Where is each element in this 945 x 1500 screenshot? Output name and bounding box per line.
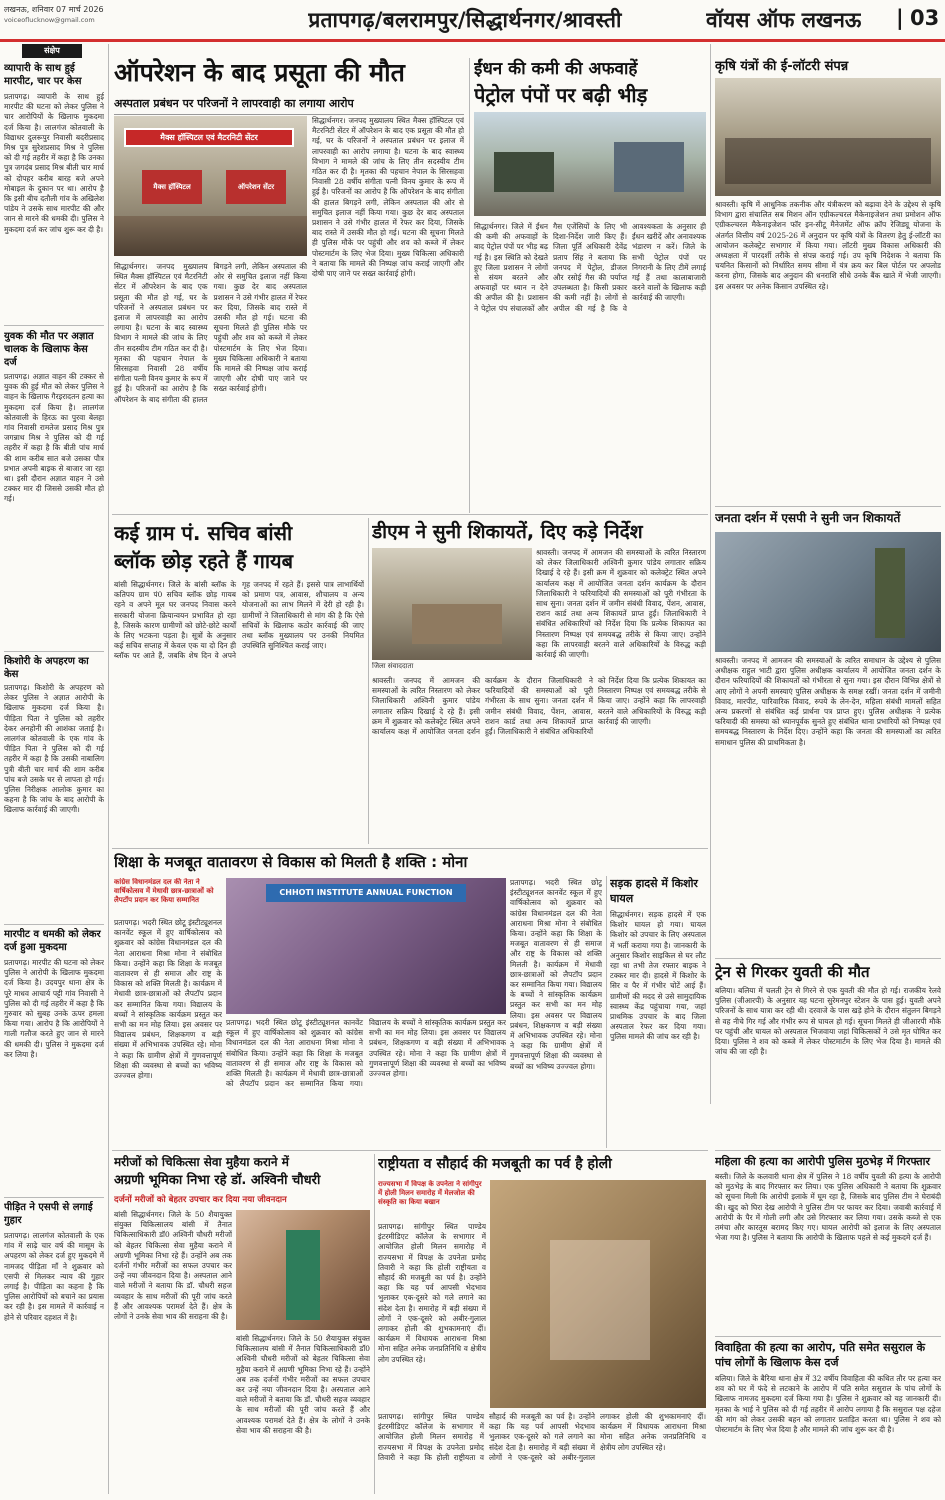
lead-body-a: सिद्धार्थनगर। जनपद मुख्यालय स्थित मैक्स हॉस्पिटल एवं मैटरनिटी सेंटर में ऑपरेशन के बाद एक प्रसूता की मौत हो गई, घर के परिजनों ने अस्पताल प्रबंधन पर इलाज में लापरवाही का आरोप लगाया है। घटना के बाद स्वास्थ्य विभाग ने मामले की जांच के लिए तीन सदस्यीय टीम गठित कर दी है। मृतका की पहचान नेपाल के सिरसहवा निवासी 28 वर्षीय संगीता पत्नी विनय कुमार के रूप में हुई है। परिजनों का आरोप है कि ऑपरेशन के बाद संगीता की हालत बिगड़ने लगी, लेकिन अस्पताल की ओर से समुचित इलाज नहीं किया गया। कुछ देर बाद अस्पताल प्रशासन ने उसे गंभीर हालत में रेफर कर दिया, जिसके बाद रास्ते में उसकी मौत हो गई। घटना की सूचना मिलते ही पुलिस मौके पर पहुंची और शव को कब्जे में लेकर पोस्टमार्टम के लिए भेज दिया। मुख्य चिकित्सा अधिकारी ने बताया कि मामले की निष्पक्ष जांच कराई जाएगी और दोषी पाए जाने पर सख्त कार्रवाई होगी। xyxy=(114,262,307,404)
annual-function-photo xyxy=(226,878,506,1014)
divider xyxy=(4,325,104,326)
officer-figure xyxy=(875,548,905,638)
dm-photo-caption: जिला संवाददाता xyxy=(372,662,414,670)
function-banner: CHHOTI INSTITUTE ANNUAL FUNCTION xyxy=(266,884,466,902)
section-title: प्रतापगढ़/बलरामपुर/सिद्धार्थनगर/श्रावस्ती xyxy=(308,8,622,32)
divider xyxy=(715,506,941,507)
accident-headline: सड़क हादसे में किशोर घायल xyxy=(610,877,698,905)
page-number: 03 xyxy=(910,6,940,30)
mona-kicker: कांग्रेस विधानमंडल दल की नेता ने वार्षिकोत्सव में मेधावी छात्र-छात्राओं को लैपटॉप प्रदान कर किया सम्मानित xyxy=(114,878,214,904)
dm-body-b: श्रावस्ती। जनपद में आमजन की समस्याओं के त्वरित निस्तारण को लेकर जिलाधिकारी अश्विनी कुमार पांडेय लगातार सक्रिय दिखाई दे रहे हैं। इसी क्रम में शुक्रवार को कलेक्ट्रेट स्थित अपने कार्यालय कक्ष में आयोजित जनता दर्शन कार्यक्रम के दौरान जिलाधिकारी ने फरियादियों की समस्याओं को पूरी गंभीरता के साथ सुना। जनता दर्शन में जमीन संबंधी विवाद, पेंशन, आवास, राशन कार्ड तथा अन्य शिकायतें प्राप्त हुईं। जिलाधिकारी ने संबंधित अधिकारियों को निर्देश दिया कि प्रत्येक शिकायत का निस्तारण निष्पक्ष एवं समयबद्ध तरीके से किया जाए। उन्होंने कहा कि लापरवाही बरतने वाले अधिकारियों के विरुद्ध कड़ी कार्रवाई की जाएगी। xyxy=(372,676,706,737)
petrol-pump-photo xyxy=(474,112,706,216)
sachiv-headline-2: ब्लॉक छोड़ रहते हैं गायब xyxy=(114,549,294,573)
website: voiceoflucknow@gmail.com xyxy=(4,16,95,24)
divider xyxy=(715,1150,941,1151)
brief-headline-5: पीड़ित ने एसपी से लगाई गुहार xyxy=(4,1202,93,1226)
divider xyxy=(715,1336,941,1337)
mona-body-c: प्रतापगढ़। भदरी स्थित छोटू इंस्टीट्यूशनल कानवेंट स्कूल में हुए वार्षिकोत्सव को शुक्रवार को कांग्रेस विधानमंडल दल की नेता आराधना मिश्रा मोना ने संबोधित किया। उन्होंने कहा कि शिक्षा के मजबूत वातावरण से ही समाज और राष्ट्र के विकास को शक्ति मिलती है। कार्यक्रम में मेधावी छात्र-छात्राओं को लैपटॉप प्रदान कर सम्मानित किया गया। विद्यालय के बच्चों ने सांस्कृतिक कार्यक्रम प्रस्तुत कर सभी का मन मोह लिया। इस अवसर पर विद्यालय प्रबंधन, शिक्षकगण व बड़ी संख्या में अभिभावक उपस्थित रहे। मोना ने कहा कि ग्रामीण क्षेत्रों में गुणवत्तापूर्ण शिक्षा की व्यवस्था से बच्चों का भविष्य उज्ज्वल होगा। xyxy=(510,878,602,1071)
doctor-body-a: बांसी सिद्धार्थनगर। जिले के 50 शैयायुक्त संयुक्त चिकित्सालय बांसी में तैनात चिकित्साधिकारी डॉ0 अश्विनी चौधरी मरीजों को बेहतर चिकित्सा सेवा मुहैया कराने में अग्रणी भूमिका निभा रहे हैं। उन्होंने अब तक दर्जनों गंभीर मरीजों का सफल उपचार कर उन्हें नया जीवनदान दिया है। अस्पताल आने वाले मरीजों ने बताया कि डॉ. चौधरी सहज व्यवहार के साथ मरीजों की पूरी जांच करते हैं और आवश्यक परामर्श देते हैं। क्षेत्र के लोगों ने उनके सेवा भाव की सराहना की है। xyxy=(114,1210,232,1322)
office-desk xyxy=(412,604,502,644)
masthead-rule xyxy=(0,39,945,42)
column-divider xyxy=(368,518,369,844)
fuel-headline-2: पेट्रोल पंपों पर बढ़ी भीड़ xyxy=(474,83,648,107)
divider xyxy=(112,848,708,849)
encounter-headline: महिला की हत्या का आरोपी पुलिस मुठभेड़ में गिरफ्तार xyxy=(715,1155,930,1168)
divider xyxy=(112,514,708,515)
agri-body: श्रावस्ती। कृषि में आधुनिक तकनीक और यंत्रीकरण को बढ़ावा देने के उद्देश्य से कृषि विभाग द्वारा संचालित सब मिशन ऑन एग्रीकल्चरल मैकेनाइजेशन तथा प्रमोशन ऑफ एग्रीकल्चरल मैकेनाइजेशन फॉर इन-सीटू मैनेजमेंट ऑफ क्रॉप रेजिड्यू योजना के अंतर्गत वित्तीय वर्ष 2025-26 में अनुदान पर कृषि यंत्रों के वितरण हेतु ई-लॉटरी का आयोजन कलेक्ट्रेट सभागार में किया गया। लॉटरी मुख्य विकास अधिकारी की अध्यक्षता में पारदर्शी तरीके से संपन्न कराई गई। उप कृषि निदेशक ने बताया कि चयनित किसानों को निर्धारित समय सीमा में यंत्र क्रय कर बिल पोर्टल पर अपलोड करना होगा, जिसके बाद अनुदान की धनराशि सीधे उनके बैंक खाते में भेजी जाएगी। इस अवसर पर अनेक किसान उपस्थित रहे। xyxy=(715,200,941,291)
brief-body-1: प्रतापगढ़। व्यापारी के साथ हुई मारपीट की घटना को लेकर पुलिस ने चार आरोपियों के खिलाफ मुकदमा दर्ज किया है। लालगंज कोतवाली के विद्याधर दुलरूपुर निवासी बदरीप्रसाद मिश्र पुत्र सुरेशप्रसाद मिश्र ने पुलिस को दी गई तहरीर में कहा है कि उनका पुत्र जगदंब प्रसाद मिश्र बीती चार मार्च को दोपहर करीब बारह बजे अपने मोबाइल के दुकान पर था। आरोप है कि इसी बीच दतौली गांव के अखिलेश पांडेय ने उसके साथ मारपीट की और जान से मारने की धमकी दी। पुलिस ने मुकदमा दर्ज कर जांच शुरू कर दी है। xyxy=(4,92,104,234)
newspaper-name: वॉयस ऑफ लखनऊ xyxy=(706,8,862,32)
brief-headline-3: किशोरी के अपहरण का केस xyxy=(4,656,89,680)
e-lottery-photo xyxy=(715,78,941,196)
brief-headline-4: मारपीट व धमकी को लेकर दर्ज हुआ मुकदमा xyxy=(4,929,101,953)
lead-headline: ऑपरेशन के बाद प्रसूता की मौत xyxy=(114,58,405,87)
holi-photo xyxy=(490,1180,706,1408)
divider xyxy=(4,1197,104,1198)
sachiv-body: बांसी सिद्धार्थनगर। जिले के बांसी ब्लॉक के कतिपय ग्राम पं0 सचिव ब्लॉक छोड़ गायब रहने व अपने मूल घर जनपद निवास करने सरकारी योजना क्रियान्वयन प्रभावित हो रहा है, जिसके कारण ग्रामीणों को छोटे-छोटे कार्यों के लिए भटकना पड़ता है। सूत्रों के अनुसार कई सचिव सप्ताह में केवल एक या दो दिन ही ब्लॉक पर आते हैं, जबकि शेष दिन वे अपने गृह जनपद में रहते हैं। इससे पात्र लाभार्थियों को प्रमाण पत्र, आवास, शौचालय व अन्य योजनाओं का लाभ मिलने में देरी हो रही है। ग्रामीणों ने जिलाधिकारी से मांग की है कि ऐसे सचिवों के खिलाफ कठोर कार्रवाई की जाए तथा ब्लॉक मुख्यालय पर उनकी नियमित उपस्थिति सुनिश्चित कराई जाए। xyxy=(114,580,364,661)
sp-headline: जनता दर्शन में एसपी ने सुनी जन शिकायतें xyxy=(715,511,901,525)
hospital-photo xyxy=(114,116,307,256)
dm-body-a: श्रावस्ती। जनपद में आमजन की समस्याओं के त्वरित निस्तारण को लेकर जिलाधिकारी अश्विनी कुमार पांडेय लगातार सक्रिय दिखाई दे रहे हैं। इसी क्रम में शुक्रवार को कलेक्ट्रेट स्थित अपने कार्यालय कक्ष में आयोजित जनता दर्शन कार्यक्रम के दौरान जिलाधिकारी ने फरियादियों की समस्याओं को पूरी गंभीरता के साथ सुना। जनता दर्शन में जमीन संबंधी विवाद, पेंशन, आवास, राशन कार्ड तथा अन्य शिकायतें प्राप्त हुईं। जिलाधिकारी ने संबंधित अधिकारियों को निर्देश दिया कि प्रत्येक शिकायत का निस्तारण निष्पक्ष एवं समयबद्ध तरीके से किया जाए। उन्होंने कहा कि लापरवाही बरतने वाले अधिकारियों के विरुद्ध कड़ी कार्रवाई की जाएगी। xyxy=(536,548,706,660)
train-headline: ट्रेन से गिरकर युवती की मौत xyxy=(715,963,870,981)
holi-body-b: प्रतापगढ़। सांगीपुर स्थित पाण्डेय इंटरमीडिएट कॉलेज के सभागार में आयोजित होली मिलन समारोह में राज्यसभा में विपक्ष के उपनेता प्रमोद तिवारी ने कहा कि होली राष्ट्रीयता व सौहार्द की मजबूती का पर्व है। उन्होंने कहा कि यह पर्व आपसी भेदभाव भुलाकर एक-दूसरे को गले लगाने का संदेश देता है। समारोह में बड़ी संख्या में लोगों ने एक-दूसरे को अबीर-गुलाल लगाकर होली की शुभकामनाएं दीं। कार्यक्रम में विधायक आराधना मिश्रा मोना सहित अनेक जनप्रतिनिधि व क्षेत्रीय लोग उपस्थित रहे। xyxy=(378,1412,706,1462)
column-divider xyxy=(606,876,607,1148)
doctor-headline-2: अग्रणी भूमिका निभा रहे डॉ. अश्विनी चौधरी xyxy=(114,1173,321,1188)
doctor-figure xyxy=(286,1230,320,1320)
agri-headline: कृषि यंत्रों की ई-लॉटरी संपन्न xyxy=(715,59,849,74)
holi-kicker: राज्यसभा में विपक्ष के उपनेता ने सांगीपुर में होली मिलन समारोह में मेलजोल की संस्कृति का किया बखान xyxy=(378,1180,482,1206)
brief-headline-2: युवक की मौत पर अज्ञात चालक के खिलाफ केस दर्ज xyxy=(4,331,94,368)
holi-body-a: प्रतापगढ़। सांगीपुर स्थित पाण्डेय इंटरमीडिएट कॉलेज के सभागार में आयोजित होली मिलन समारोह में राज्यसभा में विपक्ष के उपनेता प्रमोद तिवारी ने कहा कि होली राष्ट्रीयता व सौहार्द की मजबूती का पर्व है। उन्होंने कहा कि यह पर्व आपसी भेदभाव भुलाकर एक-दूसरे को गले लगाने का संदेश देता है। समारोह में बड़ी संख्या में लोगों ने एक-दूसरे को अबीर-गुलाल लगाकर होली की शुभकामनाएं दीं। कार्यक्रम में विधायक आराधना मिश्रा मोना सहित अनेक जनप्रतिनिधि व क्षेत्रीय लोग उपस्थित रहे। xyxy=(378,1222,486,1364)
column-divider xyxy=(469,58,470,513)
divider xyxy=(112,1150,708,1151)
divider xyxy=(4,924,104,925)
truck-shape xyxy=(494,152,554,192)
date-line: लखनऊ, शनिवार 07 मार्च 2026 xyxy=(4,5,104,14)
doctor-headline-1: मरीजों को चिकित्सा सेवा मुहैया कराने में xyxy=(114,1155,289,1169)
doctor-body-b: बांसी सिद्धार्थनगर। जिले के 50 शैयायुक्त संयुक्त चिकित्सालय बांसी में तैनात चिकित्साधिकारी डॉ0 अश्विनी चौधरी मरीजों को बेहतर चिकित्सा सेवा मुहैया कराने में अग्रणी भूमिका निभा रहे हैं। उन्होंने अब तक दर्जनों गंभीर मरीजों का सफल उपचार कर उन्हें नया जीवनदान दिया है। अस्पताल आने वाले मरीजों ने बताया कि डॉ. चौधरी सहज व्यवहार के साथ मरीजों की पूरी जांच करते हैं और आवश्यक परामर्श देते हैं। क्षेत्र के लोगों ने उनके सेवा भाव की सराहना की है। xyxy=(236,1334,370,1435)
mona-body-b: प्रतापगढ़। भदरी स्थित छोटू इंस्टीट्यूशनल कानवेंट स्कूल में हुए वार्षिकोत्सव को शुक्रवार को कांग्रेस विधानमंडल दल की नेता आराधना मिश्रा मोना ने संबोधित किया। उन्होंने कहा कि शिक्षा के मजबूत वातावरण से ही समाज और राष्ट्र के विकास को शक्ति मिलती है। कार्यक्रम में मेधावी छात्र-छात्राओं को लैपटॉप प्रदान कर सम्मानित किया गया। विद्यालय के बच्चों ने सांस्कृतिक कार्यक्रम प्रस्तुत कर सभी का मन मोह लिया। इस अवसर पर विद्यालय प्रबंधन, शिक्षकगण व बड़ी संख्या में अभिभावक उपस्थित रहे। मोना ने कहा कि ग्रामीण क्षेत्रों में गुणवत्तापूर्ण शिक्षा की व्यवस्था से बच्चों का भविष्य उज्ज्वल होगा। xyxy=(226,1018,506,1089)
column-divider xyxy=(374,1154,375,1494)
hospital-board: मैक्स हॉस्पिटल xyxy=(142,170,202,204)
doctor-subhead: दर्जनों मरीजों को बेहतर उपचार कर दिया नया जीवनदान xyxy=(114,1195,287,1205)
mona-headline: शिक्षा के मजबूत वातावरण से विकास को मिलती है शक्ति : मोना xyxy=(114,853,468,871)
divider xyxy=(4,651,104,652)
column-divider xyxy=(710,44,711,1104)
divider xyxy=(715,958,941,959)
street-scene xyxy=(114,216,307,256)
pump-canopy xyxy=(614,142,684,192)
fuel-headline-1: ईंधन की कमी की अफवाहें xyxy=(474,59,638,79)
encounter-body: बस्ती। जिले के कलवारी थाना क्षेत्र में पुलिस ने 18 वर्षीय युवती की हत्या के आरोपी को मुठभेड़ के बाद गिरफ्तार कर लिया। एक पुलिस अधिकारी ने बताया कि शुक्रवार को सूचना मिली कि आरोपी इलाके में घूम रहा है, जिसके बाद पुलिस टीम ने घेराबंदी की। खुद को घिरा देख आरोपी ने पुलिस टीम पर फायर कर दिया। जवाबी कार्रवाई में आरोपी के पैर में गोली लगी और उसे गिरफ्तार कर लिया गया। उसके कब्जे से एक तमंचा और कारतूस बरामद किए गए। घायल आरोपी को इलाज के लिए अस्पताल भेजा गया है। पुलिस ने बताया कि आरोपी के खिलाफ पहले से कई मुकदमे दर्ज हैं। xyxy=(715,1172,941,1243)
column-divider xyxy=(108,44,109,1494)
brief-label: संक्षेप xyxy=(22,44,82,58)
janta-darshan-photo xyxy=(715,532,941,652)
dowry-headline: विवाहिता की हत्या का आरोप, पति समेत ससुराल के पांच लोगों के खिलाफ केस दर्ज xyxy=(715,1341,926,1369)
page-separator: | xyxy=(896,6,904,30)
brief-body-2: प्रतापगढ़। अज्ञात वाहन की टक्कर से युवक की हुई मौत को लेकर पुलिस ने वाहन के खिलाफ गैरइरादतन हत्या का मुकदमा दर्ज किया है। लालगंज कोतवाली के हिरऊ का पुरवा बेलहा गांव निवासी रामतेज प्रसाद मिश्र पुत्र जगन्नाथ मिश्र ने पुलिस को दी गई तहरीर में कहा है कि बीती पांच मार्च की शाम करीब सात बजे उसका पौत्र प्रभात अपनी बाइक से बाजार जा रहा था। इसी दौरान अज्ञात वाहन ने उसे टक्कर मार दी जिससे उसकी मौत हो गई। xyxy=(4,372,104,504)
dowry-body: बलिया। जिले के बैरिया थाना क्षेत्र में 32 वर्षीय विवाहिता की कथित तौर पर हत्या कर शव को घर में फंदे से लटकाने के आरोप में पति समेत ससुराल के पांच लोगों के खिलाफ नामजद मुकदमा दर्ज किया गया है। पुलिस ने शुक्रवार को यह जानकारी दी। मृतका के भाई ने पुलिस को दी गई तहरीर में आरोप लगाया है कि ससुराल पक्ष दहेज की मांग को लेकर उसकी बहन को लगातार प्रताड़ित करता था। पुलिस ने शव को पोस्टमार्टम के लिए भेज दिया है और मामले की जांच शुरू कर दी है। xyxy=(715,1374,941,1435)
hospital-board: ऑपरेशन सेंटर xyxy=(226,170,286,204)
dm-photo xyxy=(372,548,532,660)
brief-body-4: प्रतापगढ़। मारपीट की घटना को लेकर पुलिस ने आरोपी के खिलाफ मुकदमा दर्ज किया है। उदयपुर थाना क्षेत्र के पूरे माधव आचार्य पट्टी गांव निवासी ने पुलिस को दी गई तहरीर में कहा है कि गुरुवार को सुबह उनके ऊपर हमला किया गया। आरोप है कि आरोपियों ने गाली गलौज करते हुए जान से मारने की धमकी दी। पुलिस ने मुकदमा दर्ज कर लिया है। xyxy=(4,958,104,1059)
lead-subhead: अस्पताल प्रबंधन पर परिजनों ने लापरवाही का लगाया आरोप xyxy=(114,96,464,115)
dm-headline: डीएम ने सुनी शिकायतें, दिए कड़े निर्देश xyxy=(372,521,643,543)
hospital-sign: मैक्स हॉस्पिटल एवं मैटरनिटी सेंटर xyxy=(124,128,294,147)
sachiv-headline-1: कई ग्राम पं. सचिव बांसी xyxy=(114,521,293,545)
holi-headline: राष्ट्रीयता व सौहार्द की मजबूती का पर्व है होली xyxy=(378,1156,612,1172)
meeting-table xyxy=(725,138,931,184)
brief-headline-1: व्यापारी के साथ हुई मारपीट, चार पर केस xyxy=(4,63,82,87)
accident-body: सिद्धार्थनगर। सड़क हादसे में एक किशोर घायल हो गया। घायल किशोर को उपचार के लिए अस्पताल में भर्ती कराया गया है। जानकारी के अनुसार किशोर साइकिल से घर लौट रहा था तभी तेज रफ्तार बाइक ने टक्कर मार दी। हादसे में किशोर के सिर व पैर में गंभीर चोटें आई हैं। ग्रामीणों की मदद से उसे सामुदायिक स्वास्थ्य केंद्र पहुंचाया गया, जहां प्राथमिक उपचार के बाद जिला अस्पताल रेफर कर दिया गया। पुलिस मामले की जांच कर रही है। xyxy=(610,910,706,1042)
brief-body-3: प्रतापगढ़। किशोरी के अपहरण को लेकर पुलिस ने अज्ञात आरोपी के खिलाफ मुकदमा दर्ज किया है। पीड़िता पिता ने पुलिस को तहरीर देकर अनहोनी की आशंका जताई है। लालगंज कोतवाली के एक गांव के पीड़ित पिता ने पुलिस को दी गई तहरीर में कहा है कि उसकी नाबालिग पुत्री बीती चार मार्च की शाम करीब पांच बजे उसके घर से लापता हो गई। पुलिस निरीक्षक आलोक कुमार का कहना है कि जांच के बाद आरोपी के खिलाफ कार्रवाई की जाएगी। xyxy=(4,683,104,815)
lead-body-b: सिद्धार्थनगर। जनपद मुख्यालय स्थित मैक्स हॉस्पिटल एवं मैटरनिटी सेंटर में ऑपरेशन के बाद एक प्रसूता की मौत हो गई, घर के परिजनों ने अस्पताल प्रबंधन पर इलाज में लापरवाही का आरोप लगाया है। घटना के बाद स्वास्थ्य विभाग ने मामले की जांच के लिए तीन सदस्यीय टीम गठित कर दी है। मृतका की पहचान नेपाल के सिरसहवा निवासी 28 वर्षीय संगीता पत्नी विनय कुमार के रूप में हुई है। परिजनों का आरोप है कि ऑपरेशन के बाद संगीता की हालत बिगड़ने लगी, लेकिन अस्पताल की ओर से समुचित इलाज नहीं किया गया। कुछ देर बाद अस्पताल प्रशासन ने उसे गंभीर हालत में रेफर कर दिया, जिसके बाद रास्ते में उसकी मौत हो गई। घटना की सूचना मिलते ही पुलिस मौके पर पहुंची और शव को कब्जे में लेकर पोस्टमार्टम के लिए भेज दिया। मुख्य चिकित्सा अधिकारी ने बताया कि मामले की निष्पक्ष जांच कराई जाएगी और दोषी पाए जाने पर सख्त कार्रवाई होगी। xyxy=(312,116,464,279)
fuel-body: सिद्धार्थनगर। जिले में ईंधन की कमी की अफवाहों के बाद पेट्रोल पंपों पर भीड़ बढ़ गई है। इस स्थिति को देखते हुए जिला प्रशासन ने लोगों से संयम बरतने और अफवाहों पर ध्यान न देने की अपील की है। प्रशासन ने पेट्रोल पंप संचालकों और गैस एजेंसियों के लिए भी दिशा-निर्देश जारी किए हैं। जिला पूर्ति अधिकारी देवेंद्र प्रताप सिंह ने बताया कि जनपद में पेट्रोल, डीजल और रसोई गैस की पर्याप्त उपलब्धता है। किसी प्रकार की कमी नहीं है। लोगों से अपील की गई है कि वे आवश्यकता के अनुसार ही ईंधन खरीदें और अनावश्यक भंडारण न करें। जिले के सभी पेट्रोल पंपों पर निगरानी के लिए टीमें लगाई गई हैं तथा कालाबाजारी करने वालों के खिलाफ कड़ी कार्रवाई की जाएगी। xyxy=(474,222,706,313)
doctor-photo xyxy=(236,1210,370,1330)
crowd-figures xyxy=(550,1240,650,1360)
train-body: बलिया। बलिया में चलती ट्रेन से गिरने से एक युवती की मौत हो गई। राजकीय रेलवे पुलिस (जीआरपी) के अनुसार यह घटना सुरेमनपुर स्टेशन के पास हुई। युवती अपने परिजनों के साथ यात्रा कर रही थी। दरवाजे के पास खड़े होने के दौरान संतुलन बिगड़ने से वह नीचे गिर गई और गंभीर रूप से घायल हो गई। सूचना मिलते ही जीआरपी मौके पर पहुंची और घायल को अस्पताल भिजवाया जहां चिकित्सकों ने उसे मृत घोषित कर दिया। पुलिस ने शव को कब्जे में लेकर पोस्टमार्टम के लिए भेज दिया है। मामले की जांच की जा रही है। xyxy=(715,986,941,1057)
sp-body: श्रावस्ती। जनपद में आमजन की समस्याओं के त्वरित समाधान के उद्देश्य से पुलिस अधीक्षक राहुल भाटी द्वारा पुलिस अधीक्षक कार्यालय में आयोजित जनता दर्शन के दौरान फरियादियों की शिकायतों को गंभीरता से सुना गया। इस दौरान विभिन्न क्षेत्रों से आए लोगों ने अपनी समस्याएं पुलिस अधीक्षक के समक्ष रखीं। जनता दर्शन में जमीनी विवाद, मारपीट, पारिवारिक विवाद, रुपये के लेन-देन, महिला संबंधी मामलों सहित अन्य प्रकरणों से संबंधित कई प्रार्थना पत्र प्राप्त हुए। पुलिस अधीक्षक ने प्रत्येक फरियादी की समस्या को ध्यानपूर्वक सुनते हुए संबंधित थाना प्रभारियों को निष्पक्ष एवं समयबद्ध निस्तारण के निर्देश दिए। उन्होंने कहा कि जनता की समस्याओं का त्वरित समाधान पुलिस की प्राथमिकता है। xyxy=(715,656,941,747)
mona-body-a: प्रतापगढ़। भदरी स्थित छोटू इंस्टीट्यूशनल कानवेंट स्कूल में हुए वार्षिकोत्सव को शुक्रवार को कांग्रेस विधानमंडल दल की नेता आराधना मिश्रा मोना ने संबोधित किया। उन्होंने कहा कि शिक्षा के मजबूत वातावरण से ही समाज और राष्ट्र के विकास को शक्ति मिलती है। कार्यक्रम में मेधावी छात्र-छात्राओं को लैपटॉप प्रदान कर सम्मानित किया गया। विद्यालय के बच्चों ने सांस्कृतिक कार्यक्रम प्रस्तुत कर सभी का मन मोह लिया। इस अवसर पर विद्यालय प्रबंधन, शिक्षकगण व बड़ी संख्या में अभिभावक उपस्थित रहे। मोना ने कहा कि ग्रामीण क्षेत्रों में गुणवत्तापूर्ण शिक्षा की व्यवस्था से बच्चों का भविष्य उज्ज्वल होगा। xyxy=(114,918,222,1081)
brief-body-5: प्रतापगढ़। लालगंज कोतवाली के एक गांव में साढ़े चार वर्ष की मासूम के अपहरण को लेकर दर्ज हुए मुकदमे में नामजद पीड़िता माँ ने शुक्रवार को एसपी से मिलकर न्याय की गुहार लगाई है। पीड़िता का कहना है कि पुलिस आरोपियों को बचाने का प्रयास कर रही है। इस मामले में कार्रवाई न होने से परिवार दहशत में है। xyxy=(4,1231,104,1322)
